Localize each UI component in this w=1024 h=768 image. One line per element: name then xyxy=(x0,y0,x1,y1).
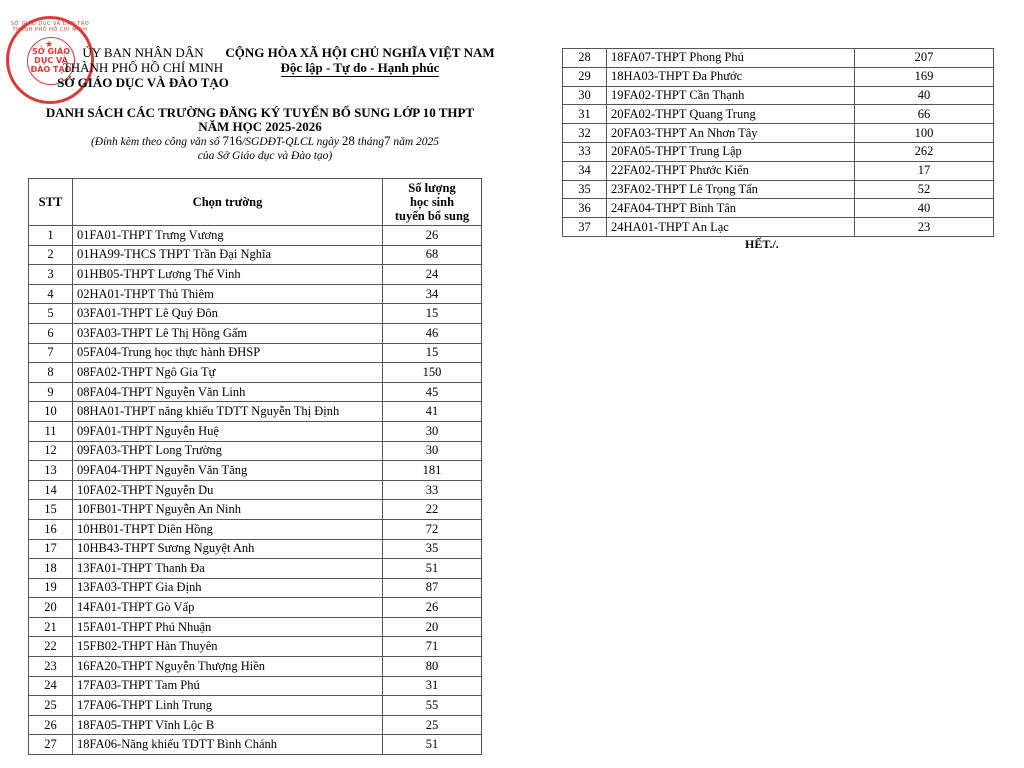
row-count: 87 xyxy=(383,578,482,598)
issuer-line-1: ỦY BAN NHÂN DÂN xyxy=(82,45,204,60)
row-stt: 16 xyxy=(29,519,73,539)
row-school: 20FA05-THPT Trung Lập xyxy=(607,142,855,161)
header-count xyxy=(383,179,482,226)
row-school: 18FA06-Năng khiếu TDTT Bình Chánh xyxy=(73,735,383,755)
row-stt: 8 xyxy=(29,363,73,383)
header-stt: STT xyxy=(29,179,73,226)
row-stt: 24 xyxy=(29,676,73,696)
table-row xyxy=(29,461,482,481)
row-count: 169 xyxy=(855,67,994,86)
table-row xyxy=(563,161,994,180)
table-row xyxy=(563,86,994,105)
table-row xyxy=(563,124,994,143)
schools-table-left xyxy=(28,178,482,755)
table-row xyxy=(29,304,482,324)
row-stt: 4 xyxy=(29,284,73,304)
issuer-line-2: THÀNH PHỐ HỒ CHÍ MINH xyxy=(62,60,224,75)
header-count-line-3: tuyển bổ sung xyxy=(394,209,470,223)
row-stt: 27 xyxy=(29,735,73,755)
row-count: 40 xyxy=(855,199,994,218)
table-row xyxy=(29,265,482,285)
row-stt: 3 xyxy=(29,265,73,285)
table-row xyxy=(563,218,994,237)
row-count: 34 xyxy=(383,284,482,304)
row-count: 66 xyxy=(855,105,994,124)
reference-note xyxy=(40,134,490,163)
row-school: 18HA03-THPT Đa Phước xyxy=(607,67,855,86)
row-stt: 14 xyxy=(29,480,73,500)
row-stt: 20 xyxy=(29,598,73,618)
row-count: 41 xyxy=(383,402,482,422)
national-motto-block xyxy=(215,45,505,77)
row-count: 100 xyxy=(855,124,994,143)
row-count: 51 xyxy=(383,735,482,755)
row-count: 181 xyxy=(383,461,482,481)
header-count-line-2: học sinh xyxy=(409,195,455,209)
table-row xyxy=(29,578,482,598)
row-count: 72 xyxy=(383,519,482,539)
row-stt: 35 xyxy=(563,180,607,199)
row-stt: 11 xyxy=(29,421,73,441)
seal-core-text: SỞ GIÁO DỤC VÀ ĐÀO TẠO xyxy=(30,47,72,74)
row-school: 24FA04-THPT Bình Tân xyxy=(607,199,855,218)
row-stt: 33 xyxy=(563,142,607,161)
row-count: 40 xyxy=(855,86,994,105)
row-stt: 37 xyxy=(563,218,607,237)
row-school: 01HA99-THCS THPT Trần Đại Nghĩa xyxy=(73,245,383,265)
document-title xyxy=(30,106,490,134)
country-name: CỘNG HÒA XÃ HỘI CHỦ NGHĨA VIỆT NAM xyxy=(225,45,495,60)
row-school: 23FA02-THPT Lê Trọng Tấn xyxy=(607,180,855,199)
row-count: 46 xyxy=(383,323,482,343)
row-stt: 22 xyxy=(29,637,73,657)
row-count: 17 xyxy=(855,161,994,180)
row-school: 10FB01-THPT Nguyễn An Ninh xyxy=(73,500,383,520)
row-count: 26 xyxy=(383,598,482,618)
row-count: 23 xyxy=(855,218,994,237)
ref-line-2: của Sở Giáo dục và Đào tạo) xyxy=(197,150,333,162)
row-school: 08FA04-THPT Nguyễn Văn Linh xyxy=(73,382,383,402)
ref-month-label: tháng xyxy=(357,136,384,148)
row-school: 05FA04-Trung học thực hành ĐHSP xyxy=(73,343,383,363)
seal-ring-text: SỞ GIÁO DỤC VÀ ĐÀO TẠO THÀNH PHỐ HỒ CHÍ MINH xyxy=(10,21,90,33)
row-stt: 19 xyxy=(29,578,73,598)
row-count: 55 xyxy=(383,696,482,716)
row-count: 80 xyxy=(383,657,482,677)
row-stt: 12 xyxy=(29,441,73,461)
table-row xyxy=(29,323,482,343)
table-row xyxy=(29,735,482,755)
row-school: 20FA02-THPT Quang Trung xyxy=(607,105,855,124)
table-row xyxy=(29,559,482,579)
end-mark: HẾT./. xyxy=(745,237,779,251)
row-count: 51 xyxy=(383,559,482,579)
table-row xyxy=(29,363,482,383)
row-school: 24HA01-THPT An Lạc xyxy=(607,218,855,237)
row-stt: 29 xyxy=(563,67,607,86)
row-stt: 30 xyxy=(563,86,607,105)
row-school: 10HB01-THPT Diên Hồng xyxy=(73,519,383,539)
row-school: 03FA01-THPT Lê Quý Đôn xyxy=(73,304,383,324)
row-count: 30 xyxy=(383,421,482,441)
table-row xyxy=(29,343,482,363)
row-count: 71 xyxy=(383,637,482,657)
table-row xyxy=(29,617,482,637)
row-stt: 6 xyxy=(29,323,73,343)
row-stt: 21 xyxy=(29,617,73,637)
row-stt: 7 xyxy=(29,343,73,363)
title-line-1: DANH SÁCH CÁC TRƯỜNG ĐĂNG KÝ TUYỂN BỔ SUNG LỚP 10 THPT xyxy=(45,105,475,120)
table-row xyxy=(29,245,482,265)
row-stt: 32 xyxy=(563,124,607,143)
row-school: 01FA01-THPT Trưng Vương xyxy=(73,226,383,246)
table-row xyxy=(29,500,482,520)
row-stt: 2 xyxy=(29,245,73,265)
table-row xyxy=(29,637,482,657)
row-stt: 26 xyxy=(29,715,73,735)
row-stt: 10 xyxy=(29,402,73,422)
row-school: 08HA01-THPT năng khiếu TDTT Nguyễn Thị Định xyxy=(73,402,383,422)
row-school: 09FA01-THPT Nguyễn Huệ xyxy=(73,421,383,441)
row-count: 30 xyxy=(383,441,482,461)
row-school: 15FA01-THPT Phú Nhuận xyxy=(73,617,383,637)
row-school: 09FA04-THPT Nguyễn Văn Tăng xyxy=(73,461,383,481)
table-row xyxy=(29,480,482,500)
seal-star-icon: ★ xyxy=(45,39,54,49)
ref-month: 7 xyxy=(384,133,391,148)
row-school: 13FA01-THPT Thanh Đa xyxy=(73,559,383,579)
row-school: 14FA01-THPT Gò Vấp xyxy=(73,598,383,618)
row-school: 02HA01-THPT Thủ Thiêm xyxy=(73,284,383,304)
row-school: 19FA02-THPT Cần Thạnh xyxy=(607,86,855,105)
row-count: 68 xyxy=(383,245,482,265)
table-row xyxy=(29,539,482,559)
row-count: 207 xyxy=(855,49,994,68)
table-row xyxy=(563,142,994,161)
row-school: 15FB02-THPT Hàn Thuyên xyxy=(73,637,383,657)
issuer-line-3: SỞ GIÁO DỤC VÀ ĐÀO TẠO xyxy=(57,75,229,90)
table-row xyxy=(29,715,482,735)
row-school: 01HB05-THPT Lương Thế Vinh xyxy=(73,265,383,285)
row-stt: 15 xyxy=(29,500,73,520)
row-stt: 18 xyxy=(29,559,73,579)
table-row xyxy=(29,226,482,246)
table-row xyxy=(29,696,482,716)
table-row xyxy=(563,199,994,218)
row-count: 45 xyxy=(383,382,482,402)
row-count: 26 xyxy=(383,226,482,246)
row-school: 08FA02-THPT Ngô Gia Tự xyxy=(73,363,383,383)
row-count: 15 xyxy=(383,304,482,324)
table-row xyxy=(29,676,482,696)
table-row xyxy=(29,598,482,618)
row-count: 15 xyxy=(383,343,482,363)
row-stt: 17 xyxy=(29,539,73,559)
table-row xyxy=(29,421,482,441)
row-stt: 13 xyxy=(29,461,73,481)
row-school: 18FA07-THPT Phong Phú xyxy=(607,49,855,68)
header-count-line-1: Số lượng xyxy=(408,181,456,195)
row-school: 13FA03-THPT Gia Định xyxy=(73,578,383,598)
table-row xyxy=(29,657,482,677)
table-row xyxy=(29,382,482,402)
row-count: 24 xyxy=(383,265,482,285)
row-count: 22 xyxy=(383,500,482,520)
ref-day: 28 xyxy=(341,133,355,148)
ref-year: năm 2025 xyxy=(393,136,440,148)
row-stt: 34 xyxy=(563,161,607,180)
table-row xyxy=(29,402,482,422)
row-school: 10FA02-THPT Nguyễn Du xyxy=(73,480,383,500)
row-stt: 36 xyxy=(563,199,607,218)
row-count: 33 xyxy=(383,480,482,500)
table-row xyxy=(563,105,994,124)
ref-prefix: (Đính kèm theo công văn số xyxy=(90,136,220,148)
schools-table-right xyxy=(562,48,994,237)
row-school: 09FA03-THPT Long Trường xyxy=(73,441,383,461)
row-school: 20FA03-THPT An Nhơn Tây xyxy=(607,124,855,143)
row-school: 18FA05-THPT Vĩnh Lộc B xyxy=(73,715,383,735)
row-school: 17FA06-THPT Linh Trung xyxy=(73,696,383,716)
row-stt: 28 xyxy=(563,49,607,68)
row-count: 25 xyxy=(383,715,482,735)
row-stt: 23 xyxy=(29,657,73,677)
row-school: 10HB43-THPT Sương Nguyệt Anh xyxy=(73,539,383,559)
row-stt: 5 xyxy=(29,304,73,324)
row-count: 262 xyxy=(855,142,994,161)
table-header-row xyxy=(29,179,482,226)
row-school: 16FA20-THPT Nguyễn Thượng Hiền xyxy=(73,657,383,677)
row-stt: 31 xyxy=(563,105,607,124)
table-row xyxy=(563,49,994,68)
row-count: 31 xyxy=(383,676,482,696)
row-school: 17FA03-THPT Tam Phú xyxy=(73,676,383,696)
row-count: 20 xyxy=(383,617,482,637)
table-row xyxy=(563,180,994,199)
row-stt: 25 xyxy=(29,696,73,716)
ref-number: 716 xyxy=(222,133,243,148)
title-line-2: NĂM HỌC 2025-2026 xyxy=(198,119,322,134)
table-row xyxy=(563,67,994,86)
row-count: 35 xyxy=(383,539,482,559)
header-school: Chọn trường xyxy=(73,179,383,226)
motto: Độc lập - Tự do - Hạnh phúc xyxy=(280,60,440,75)
table-row xyxy=(29,519,482,539)
table-row xyxy=(29,284,482,304)
row-count: 150 xyxy=(383,363,482,383)
row-stt: 9 xyxy=(29,382,73,402)
row-count: 52 xyxy=(855,180,994,199)
row-stt: 1 xyxy=(29,226,73,246)
table-row xyxy=(29,441,482,461)
row-school: 22FA02-THPT Phước Kiển xyxy=(607,161,855,180)
ref-code: /SGDĐT-QLCL ngày xyxy=(242,136,340,148)
row-school: 03FA03-THPT Lê Thị Hồng Gấm xyxy=(73,323,383,343)
